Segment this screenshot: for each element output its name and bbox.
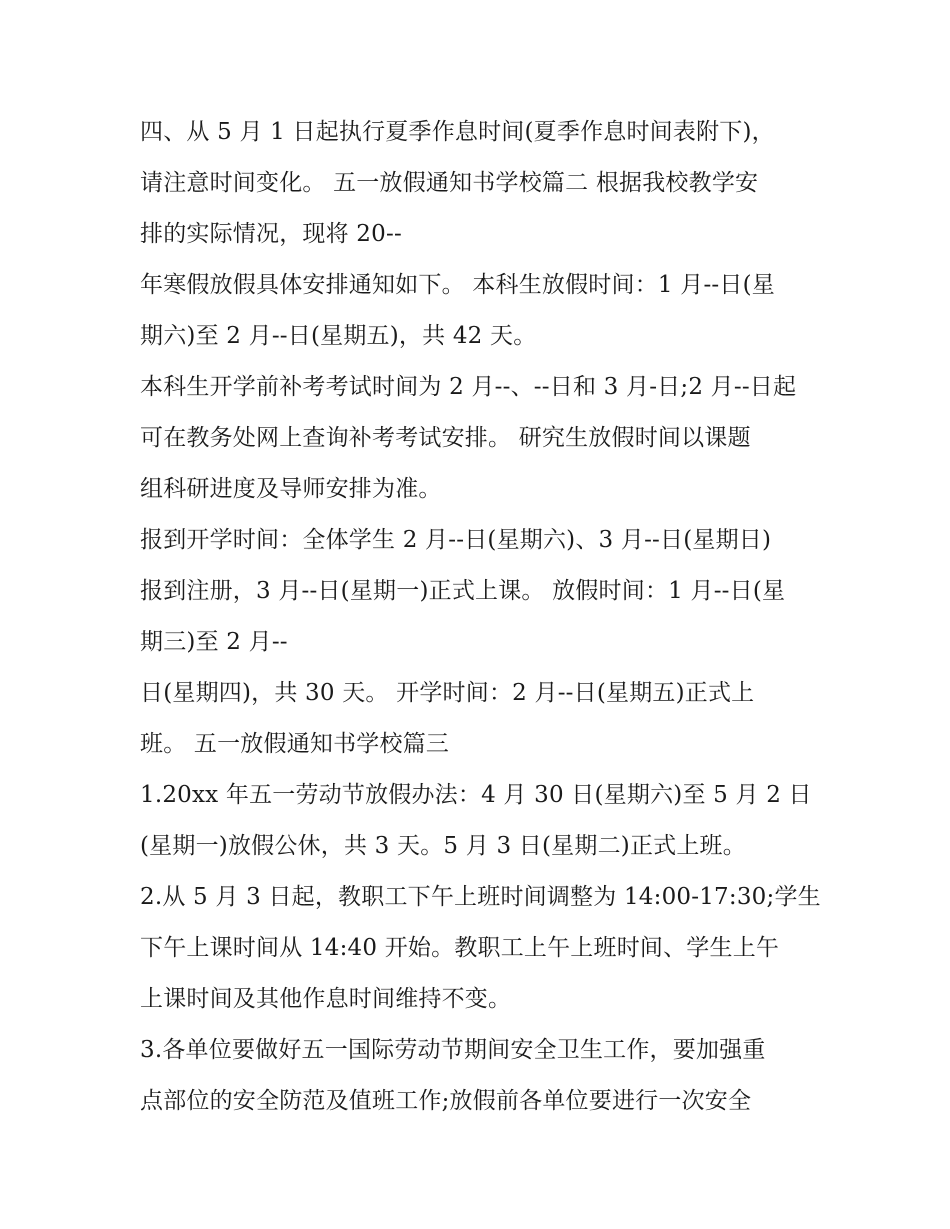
text-line: 本科生开学前补考考试时间为 2 月--、--日和 3 月-日;2 月--日起 — [140, 374, 797, 400]
text-line: 2.从 5 月 3 日起，教职工下午上班时间调整为 14:00-17:30;学生 — [140, 884, 821, 910]
text-line: 期三)至 2 月-- — [140, 629, 288, 655]
text-line: 1.20xx 年五一劳动节放假办法：4 月 30 日(星期六)至 5 月 2 日 — [140, 782, 812, 808]
text-line: 班。 五一放假通知书学校篇三 — [140, 731, 450, 757]
text-line: 可在教务处网上查询补考考试安排。 研究生放假时间以课题 — [140, 425, 751, 451]
text-line: 请注意时间变化。 五一放假通知书学校篇二 根据我校教学安 — [140, 170, 759, 196]
text-line: 上课时间及其他作息时间维持不变。 — [140, 986, 512, 1012]
text-line: 排的实际情况，现将 20-- — [140, 221, 402, 247]
text-line: 年寒假放假具体安排通知如下。 本科生放假时间：1 月--日(星 — [140, 272, 775, 298]
text-line: (星期一)放假公休，共 3 天。5 月 3 日(星期二)正式上班。 — [140, 833, 746, 859]
text-line: 四、从 5 月 1 日起执行夏季作息时间(夏季作息时间表附下)， — [140, 119, 775, 145]
body-text — [140, 107, 820, 1127]
text-line: 下午上课时间从 14:40 开始。教职工上午上班时间、学生上午 — [140, 935, 780, 961]
text-line: 点部位的安全防范及值班工作;放假前各单位要进行一次安全 — [140, 1088, 752, 1114]
text-line: 日(星期四)，共 30 天。 开学时间：2 月--日(星期五)正式上 — [140, 680, 755, 706]
text-line: 3.各单位要做好五一国际劳动节期间安全卫生工作，要加强重 — [140, 1037, 766, 1063]
text-line: 报到注册，3 月--日(星期一)正式上课。 放假时间：1 月--日(星 — [140, 578, 786, 604]
text-line: 期六)至 2 月--日(星期五)，共 42 天。 — [140, 323, 537, 349]
text-line: 组科研进度及导师安排为准。 — [140, 476, 442, 502]
text-line: 报到开学时间：全体学生 2 月--日(星期六)、3 月--日(星期日) — [140, 527, 772, 553]
